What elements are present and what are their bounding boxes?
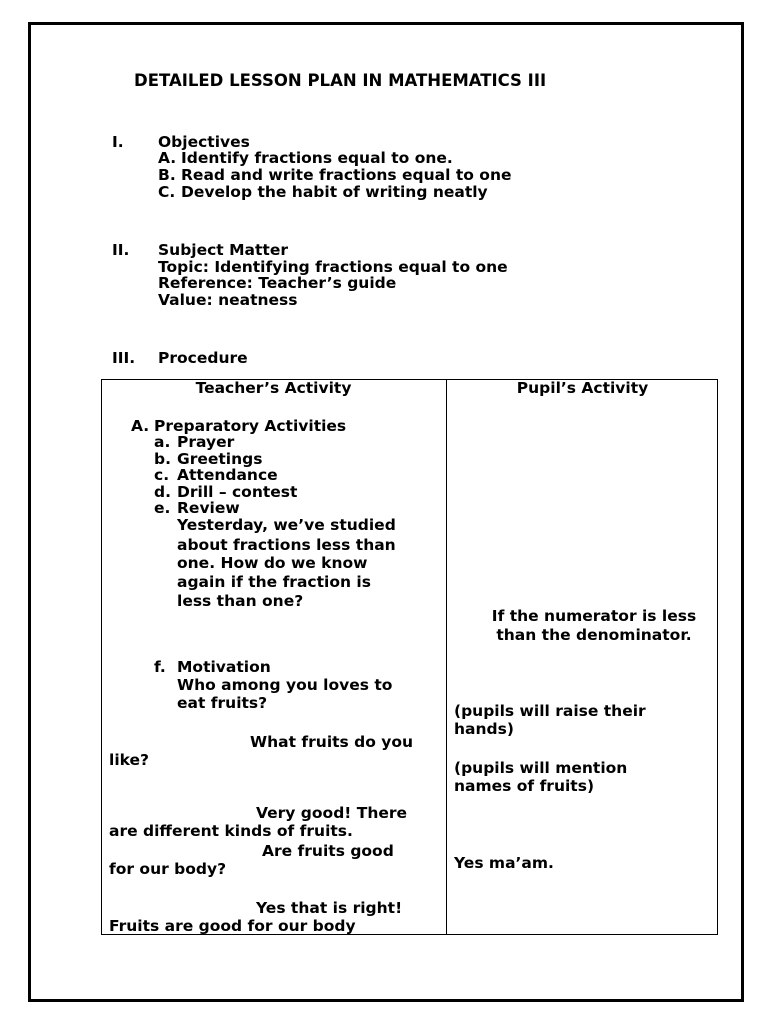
motivation-heading: Motivation xyxy=(177,658,271,676)
preparatory-letter: A. xyxy=(131,417,150,435)
prep-item-letter: b. xyxy=(154,450,171,468)
prep-item: Greetings xyxy=(177,450,263,468)
prep-item-letter: d. xyxy=(154,483,171,501)
subject-value: Value: neatness xyxy=(158,291,298,309)
review-answer-line: than the denominator. xyxy=(496,626,692,644)
preparatory-heading: Preparatory Activities xyxy=(154,417,347,435)
objective-item: Identify fractions equal to one. xyxy=(181,149,453,167)
subject-reference: Reference: Teacher’s guide xyxy=(158,274,397,292)
review-question-line: one. How do we know xyxy=(177,554,368,572)
motivation-question-line: Who among you loves to xyxy=(177,676,393,694)
yes-right-line: Fruits are good for our body xyxy=(109,917,356,935)
yes-right-line: Yes that is right! xyxy=(256,899,403,917)
good-for-body-question-line: Are fruits good xyxy=(262,842,394,860)
prep-item: Drill – contest xyxy=(177,483,298,501)
review-question-line: about fractions less than xyxy=(177,536,396,554)
prep-item-letter: c. xyxy=(154,466,170,484)
page-title: DETAILED LESSON PLAN IN MATHEMATICS III xyxy=(134,71,547,90)
motivation-question-line: eat fruits? xyxy=(177,694,268,712)
review-question-line: again if the fraction is xyxy=(177,573,371,591)
procedure-numeral: III. xyxy=(112,349,136,367)
good-for-body-question-line: for our body? xyxy=(109,860,227,878)
table-column-divider xyxy=(446,379,447,935)
motivation-letter: f. xyxy=(154,658,166,676)
review-question-line: less than one? xyxy=(177,592,304,610)
very-good-line: are different kinds of fruits. xyxy=(109,822,353,840)
very-good-line: Very good! There xyxy=(256,804,408,822)
fruits-question-line: What fruits do you xyxy=(250,733,414,751)
subject-heading: Subject Matter xyxy=(158,241,288,259)
review-question-line: Yesterday, we’ve studied xyxy=(177,516,396,534)
prep-item: Review xyxy=(177,499,240,517)
objective-item: Read and write fractions equal to one xyxy=(181,166,512,184)
pupil-activity-header: Pupil’s Activity xyxy=(516,379,649,397)
mention-fruits-line: (pupils will mention xyxy=(454,759,628,777)
subject-numeral: II. xyxy=(112,241,130,259)
objective-letter: C. xyxy=(158,183,176,201)
prep-item-letter: e. xyxy=(154,499,171,517)
procedure-heading: Procedure xyxy=(158,349,248,367)
objective-letter: B. xyxy=(158,166,176,184)
fruits-question-line: like? xyxy=(109,751,150,769)
review-answer-line: If the numerator is less xyxy=(491,607,697,625)
prep-item: Attendance xyxy=(177,466,278,484)
objective-item: Develop the habit of writing neatly xyxy=(181,183,488,201)
prep-item-letter: a. xyxy=(154,433,171,451)
yes-maam-answer: Yes ma’am. xyxy=(454,854,554,872)
raise-hands-line: hands) xyxy=(454,720,514,738)
objectives-heading: Objectives xyxy=(158,133,250,151)
objectives-numeral: I. xyxy=(112,133,124,151)
objective-letter: A. xyxy=(158,149,177,167)
prep-item: Prayer xyxy=(177,433,235,451)
mention-fruits-line: names of fruits) xyxy=(454,777,595,795)
raise-hands-line: (pupils will raise their xyxy=(454,702,646,720)
teacher-activity-header: Teacher’s Activity xyxy=(195,379,352,397)
subject-topic: Topic: Identifying fractions equal to one xyxy=(158,258,508,276)
